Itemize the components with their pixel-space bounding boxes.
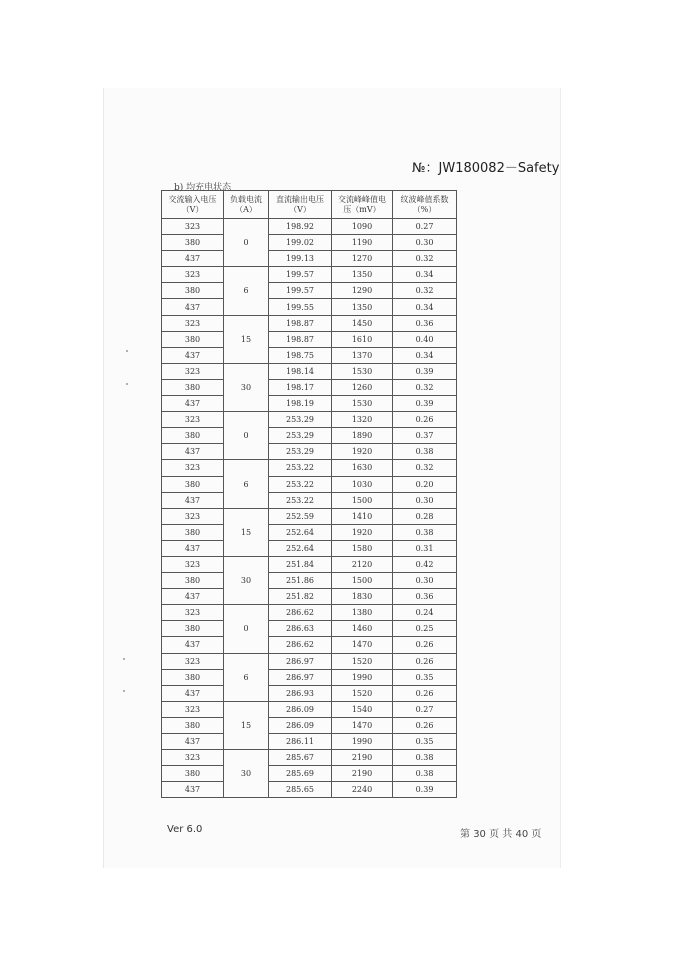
cell-ac-peak-to-peak: 1500 — [332, 573, 393, 589]
table-row — [162, 412, 457, 428]
cell-ac-peak-to-peak: 1450 — [332, 315, 393, 331]
table-row — [162, 653, 457, 669]
cell-ripple-coefficient: 0.30 — [393, 235, 457, 251]
table-row — [162, 540, 457, 556]
cell-dc-output-voltage: 286.62 — [269, 605, 332, 621]
cell-ripple-coefficient: 0.24 — [393, 605, 457, 621]
cell-dc-output-voltage: 253.22 — [269, 460, 332, 476]
table-row — [162, 701, 457, 717]
cell-ac-input-voltage: 437 — [162, 396, 224, 412]
cell-ripple-coefficient: 0.32 — [393, 460, 457, 476]
cell-load-current: 0 — [224, 605, 269, 653]
cell-ac-peak-to-peak: 1520 — [332, 685, 393, 701]
cell-ac-input-voltage: 380 — [162, 235, 224, 251]
cell-dc-output-voltage: 286.09 — [269, 701, 332, 717]
scan-speck — [123, 658, 125, 660]
cell-ripple-coefficient: 0.36 — [393, 315, 457, 331]
cell-ripple-coefficient: 0.20 — [393, 476, 457, 492]
cell-ac-peak-to-peak: 1370 — [332, 347, 393, 363]
cell-ac-peak-to-peak: 1530 — [332, 363, 393, 379]
table-row — [162, 315, 457, 331]
table-row — [162, 444, 457, 460]
cell-load-current: 15 — [224, 315, 269, 363]
cell-load-current: 30 — [224, 363, 269, 411]
cell-ac-peak-to-peak: 1540 — [332, 701, 393, 717]
cell-dc-output-voltage: 198.14 — [269, 363, 332, 379]
cell-ac-input-voltage: 380 — [162, 766, 224, 782]
cell-ac-input-voltage: 380 — [162, 524, 224, 540]
table-row — [162, 766, 457, 782]
cell-ac-peak-to-peak: 1990 — [332, 734, 393, 750]
cell-ac-input-voltage: 323 — [162, 363, 224, 379]
cell-load-current: 0 — [224, 412, 269, 460]
table-row — [162, 492, 457, 508]
table-row — [162, 717, 457, 733]
cell-dc-output-voltage: 253.29 — [269, 428, 332, 444]
cell-dc-output-voltage: 286.11 — [269, 734, 332, 750]
scan-speck — [126, 383, 128, 385]
table-row — [162, 251, 457, 267]
cell-dc-output-voltage: 286.97 — [269, 669, 332, 685]
cell-ripple-coefficient: 0.36 — [393, 589, 457, 605]
table-row — [162, 556, 457, 572]
cell-ac-peak-to-peak: 1920 — [332, 524, 393, 540]
cell-ripple-coefficient: 0.37 — [393, 428, 457, 444]
cell-dc-output-voltage: 253.29 — [269, 412, 332, 428]
cell-dc-output-voltage: 285.67 — [269, 750, 332, 766]
cell-dc-output-voltage: 199.57 — [269, 283, 332, 299]
table-row — [162, 589, 457, 605]
cell-load-current: 6 — [224, 653, 269, 701]
cell-ac-peak-to-peak: 2240 — [332, 782, 393, 798]
cell-ripple-coefficient: 0.32 — [393, 283, 457, 299]
cell-ac-input-voltage: 323 — [162, 267, 224, 283]
cell-ac-input-voltage: 380 — [162, 283, 224, 299]
cell-ac-input-voltage: 380 — [162, 717, 224, 733]
cell-dc-output-voltage: 199.02 — [269, 235, 332, 251]
cell-ripple-coefficient: 0.39 — [393, 782, 457, 798]
cell-ac-input-voltage: 437 — [162, 492, 224, 508]
cell-ac-input-voltage: 380 — [162, 669, 224, 685]
cell-ripple-coefficient: 0.30 — [393, 573, 457, 589]
cell-ac-peak-to-peak: 1630 — [332, 460, 393, 476]
cell-ac-input-voltage: 437 — [162, 734, 224, 750]
cell-ripple-coefficient: 0.39 — [393, 363, 457, 379]
cell-ripple-coefficient: 0.26 — [393, 685, 457, 701]
cell-dc-output-voltage: 286.97 — [269, 653, 332, 669]
cell-ripple-coefficient: 0.26 — [393, 653, 457, 669]
cell-ripple-coefficient: 0.38 — [393, 750, 457, 766]
cell-load-current: 30 — [224, 556, 269, 604]
cell-ripple-coefficient: 0.35 — [393, 734, 457, 750]
cell-ac-peak-to-peak: 1090 — [332, 219, 393, 235]
cell-ac-peak-to-peak: 1990 — [332, 669, 393, 685]
col-header-ac-input-voltage: 交流输入电压 （V） — [162, 191, 224, 219]
cell-ac-input-voltage: 323 — [162, 701, 224, 717]
cell-dc-output-voltage: 286.93 — [269, 685, 332, 701]
cell-dc-output-voltage: 199.55 — [269, 299, 332, 315]
cell-ac-peak-to-peak: 1350 — [332, 299, 393, 315]
cell-ac-input-voltage: 437 — [162, 444, 224, 460]
document-number: №：JW180082－Safety — [412, 161, 560, 176]
table-row — [162, 219, 457, 235]
table-row — [162, 235, 457, 251]
cell-dc-output-voltage: 251.86 — [269, 573, 332, 589]
cell-ac-peak-to-peak: 1460 — [332, 621, 393, 637]
cell-ac-input-voltage: 437 — [162, 782, 224, 798]
cell-ripple-coefficient: 0.31 — [393, 540, 457, 556]
cell-dc-output-voltage: 286.62 — [269, 637, 332, 653]
col-header-dc-output-voltage: 直流输出电压 （V） — [269, 191, 332, 219]
cell-dc-output-voltage: 251.84 — [269, 556, 332, 572]
cell-ac-peak-to-peak: 1190 — [332, 235, 393, 251]
ripple-test-table — [161, 190, 457, 798]
table-row — [162, 573, 457, 589]
cell-ac-peak-to-peak: 1290 — [332, 283, 393, 299]
cell-ripple-coefficient: 0.34 — [393, 267, 457, 283]
cell-ac-peak-to-peak: 1890 — [332, 428, 393, 444]
cell-ac-peak-to-peak: 1830 — [332, 589, 393, 605]
cell-ripple-coefficient: 0.27 — [393, 701, 457, 717]
table-row — [162, 782, 457, 798]
scan-speck — [123, 690, 125, 692]
cell-ac-peak-to-peak: 1470 — [332, 717, 393, 733]
cell-ripple-coefficient: 0.40 — [393, 331, 457, 347]
table-row — [162, 605, 457, 621]
cell-dc-output-voltage: 198.87 — [269, 315, 332, 331]
table-header-row — [162, 191, 457, 219]
section-label: b) 均充电状态 — [174, 183, 232, 193]
cell-ac-input-voltage: 380 — [162, 621, 224, 637]
table-body — [162, 219, 457, 798]
cell-ac-input-voltage: 437 — [162, 540, 224, 556]
table-row — [162, 283, 457, 299]
cell-ripple-coefficient: 0.34 — [393, 299, 457, 315]
cell-ripple-coefficient: 0.42 — [393, 556, 457, 572]
cell-dc-output-voltage: 198.92 — [269, 219, 332, 235]
table-row — [162, 331, 457, 347]
col-header-load-current: 负载电流 （A） — [224, 191, 269, 219]
cell-ac-input-voltage: 323 — [162, 750, 224, 766]
cell-ripple-coefficient: 0.32 — [393, 379, 457, 395]
cell-ac-input-voltage: 323 — [162, 412, 224, 428]
cell-ripple-coefficient: 0.26 — [393, 412, 457, 428]
table-row — [162, 750, 457, 766]
page-number: 第 30 页 共 40 页 — [460, 829, 542, 840]
cell-ac-input-voltage: 437 — [162, 299, 224, 315]
cell-dc-output-voltage: 198.75 — [269, 347, 332, 363]
cell-load-current: 15 — [224, 508, 269, 556]
col-header-ripple-coefficient: 纹波峰值系数 （%） — [393, 191, 457, 219]
cell-dc-output-voltage: 253.22 — [269, 492, 332, 508]
table-row — [162, 396, 457, 412]
cell-ac-peak-to-peak: 1520 — [332, 653, 393, 669]
cell-ripple-coefficient: 0.30 — [393, 492, 457, 508]
table-row — [162, 685, 457, 701]
cell-ac-input-voltage: 437 — [162, 637, 224, 653]
table-row — [162, 524, 457, 540]
table-row — [162, 363, 457, 379]
cell-ac-input-voltage: 437 — [162, 347, 224, 363]
cell-ac-peak-to-peak: 1320 — [332, 412, 393, 428]
cell-ac-peak-to-peak: 2190 — [332, 766, 393, 782]
cell-ripple-coefficient: 0.38 — [393, 524, 457, 540]
cell-dc-output-voltage: 198.17 — [269, 379, 332, 395]
cell-ac-peak-to-peak: 1920 — [332, 444, 393, 460]
cell-ac-input-voltage: 323 — [162, 653, 224, 669]
cell-ac-input-voltage: 380 — [162, 379, 224, 395]
cell-ripple-coefficient: 0.25 — [393, 621, 457, 637]
cell-ripple-coefficient: 0.26 — [393, 717, 457, 733]
cell-load-current: 30 — [224, 750, 269, 798]
cell-ac-peak-to-peak: 1530 — [332, 396, 393, 412]
cell-ac-input-voltage: 380 — [162, 428, 224, 444]
cell-ac-peak-to-peak: 1410 — [332, 508, 393, 524]
cell-ac-input-voltage: 323 — [162, 315, 224, 331]
cell-ac-peak-to-peak: 1500 — [332, 492, 393, 508]
cell-dc-output-voltage: 199.57 — [269, 267, 332, 283]
cell-ac-input-voltage: 437 — [162, 685, 224, 701]
cell-ac-input-voltage: 323 — [162, 508, 224, 524]
table-row — [162, 508, 457, 524]
table-row — [162, 379, 457, 395]
table-row — [162, 428, 457, 444]
cell-dc-output-voltage: 285.69 — [269, 766, 332, 782]
cell-dc-output-voltage: 286.09 — [269, 717, 332, 733]
table-row — [162, 347, 457, 363]
table-row — [162, 460, 457, 476]
table-row — [162, 734, 457, 750]
cell-ac-input-voltage: 323 — [162, 605, 224, 621]
cell-load-current: 0 — [224, 219, 269, 267]
cell-ripple-coefficient: 0.28 — [393, 508, 457, 524]
cell-ac-input-voltage: 437 — [162, 251, 224, 267]
col-header-ac-peak-to-peak: 交流峰峰值电 压（mV） — [332, 191, 393, 219]
cell-ac-peak-to-peak: 1260 — [332, 379, 393, 395]
cell-ac-peak-to-peak: 2190 — [332, 750, 393, 766]
cell-ac-input-voltage: 380 — [162, 573, 224, 589]
scan-speck — [126, 350, 128, 352]
cell-ac-input-voltage: 323 — [162, 556, 224, 572]
cell-dc-output-voltage: 252.59 — [269, 508, 332, 524]
cell-ripple-coefficient: 0.27 — [393, 219, 457, 235]
cell-ripple-coefficient: 0.32 — [393, 251, 457, 267]
cell-ripple-coefficient: 0.35 — [393, 669, 457, 685]
cell-ac-input-voltage: 323 — [162, 219, 224, 235]
cell-ac-input-voltage: 380 — [162, 331, 224, 347]
cell-dc-output-voltage: 253.29 — [269, 444, 332, 460]
cell-ac-peak-to-peak: 1380 — [332, 605, 393, 621]
cell-dc-output-voltage: 199.13 — [269, 251, 332, 267]
cell-ac-peak-to-peak: 1610 — [332, 331, 393, 347]
table-row — [162, 267, 457, 283]
table-row — [162, 621, 457, 637]
cell-load-current: 6 — [224, 267, 269, 315]
version-label: Ver 6.0 — [167, 824, 203, 835]
cell-ac-peak-to-peak: 1580 — [332, 540, 393, 556]
table-row — [162, 669, 457, 685]
cell-ripple-coefficient: 0.38 — [393, 766, 457, 782]
cell-ac-peak-to-peak: 1270 — [332, 251, 393, 267]
cell-dc-output-voltage: 198.87 — [269, 331, 332, 347]
cell-dc-output-voltage: 251.82 — [269, 589, 332, 605]
cell-load-current: 6 — [224, 460, 269, 508]
cell-ac-peak-to-peak: 1350 — [332, 267, 393, 283]
cell-ac-input-voltage: 437 — [162, 589, 224, 605]
cell-load-current: 15 — [224, 701, 269, 749]
cell-dc-output-voltage: 286.63 — [269, 621, 332, 637]
table-row — [162, 476, 457, 492]
cell-dc-output-voltage: 252.64 — [269, 540, 332, 556]
cell-ac-input-voltage: 323 — [162, 460, 224, 476]
cell-ac-input-voltage: 380 — [162, 476, 224, 492]
cell-dc-output-voltage: 253.22 — [269, 476, 332, 492]
cell-dc-output-voltage: 198.19 — [269, 396, 332, 412]
cell-dc-output-voltage: 252.64 — [269, 524, 332, 540]
cell-ac-peak-to-peak: 1470 — [332, 637, 393, 653]
table-row — [162, 637, 457, 653]
cell-ripple-coefficient: 0.38 — [393, 444, 457, 460]
cell-ripple-coefficient: 0.34 — [393, 347, 457, 363]
cell-ripple-coefficient: 0.39 — [393, 396, 457, 412]
cell-ac-peak-to-peak: 2120 — [332, 556, 393, 572]
cell-ac-peak-to-peak: 1030 — [332, 476, 393, 492]
table-row — [162, 299, 457, 315]
cell-dc-output-voltage: 285.65 — [269, 782, 332, 798]
cell-ripple-coefficient: 0.26 — [393, 637, 457, 653]
